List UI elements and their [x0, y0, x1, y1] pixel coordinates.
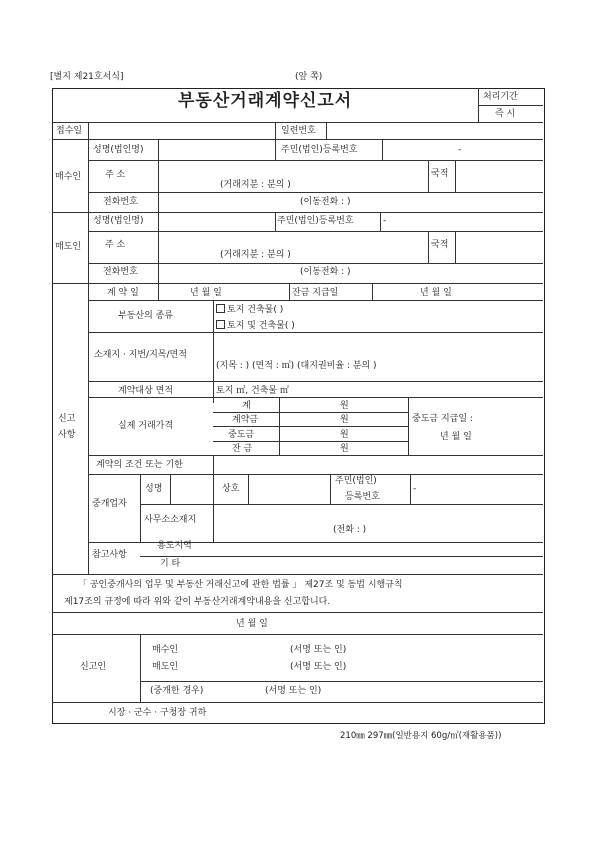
buyer-address-label: 주 소: [105, 170, 126, 180]
price-deposit-unit: 원: [340, 415, 349, 425]
declarant-agent-case: (중개한 경우): [150, 686, 204, 696]
report-section-label-2: 사항: [58, 430, 76, 440]
other-label: 기 타: [160, 559, 181, 569]
declaration-line-2: 제17조의 규정에 따라 위와 같이 부동산거래계약내용을 신고합니다.: [64, 597, 331, 607]
contract-area-value: 토지 ㎡, 건축물 ㎡: [216, 386, 289, 396]
form-id: [별지 제21호서식]: [50, 72, 124, 82]
buyer-nationality-label: 국적: [431, 169, 449, 179]
declarant-buyer-signature[interactable]: (서명 또는 인): [290, 645, 347, 655]
agent-office-address-label: 사무소소재지: [144, 515, 197, 525]
contract-date-label: 계 약 일: [107, 288, 139, 298]
agent-phone: (전화 : ): [333, 525, 367, 535]
price-total-label: 계: [242, 401, 251, 411]
seller-address-label: 주 소: [105, 240, 126, 250]
agent-name-label: 성명: [145, 484, 163, 494]
buyer-phone-label: 전화번호: [103, 197, 138, 207]
seller-section-label: 매도인: [55, 242, 82, 252]
seller-id-label: 주민(법인)등록번호: [277, 216, 354, 226]
price-interim-unit: 원: [340, 430, 349, 440]
declarant-agent-signature[interactable]: (서명 또는 인): [265, 686, 322, 696]
location-details: (지목 : ) (면적 : ㎡) (대지권비율 : 분의 ): [216, 361, 377, 371]
contract-conditions-label: 계약의 조건 또는 기한: [96, 460, 183, 470]
declarant-buyer: 매수인: [152, 645, 179, 655]
buyer-address-share: (거래지분 : 분의 ): [220, 180, 291, 190]
seller-address-share: (거래지분 : 분의 ): [220, 250, 291, 260]
seller-id-dash: -: [383, 216, 387, 226]
agent-trade-name-label: 상호: [222, 484, 240, 494]
agent-id-label-1: 주민(법인): [335, 476, 377, 486]
agent-label: 중개업자: [92, 499, 127, 509]
seller-nationality-label: 국적: [431, 240, 449, 250]
reception-date-label: 접수일: [56, 126, 83, 136]
page-side: (앞 쪽): [295, 72, 323, 82]
interim-payment-date-value: 년 월 일: [440, 432, 472, 442]
buyer-id-dash: -: [458, 145, 462, 155]
form-title: 부동산거래계약신고서: [178, 91, 353, 111]
declarant-label: 신고인: [80, 662, 107, 672]
price-balance-label: 잔 금: [232, 444, 253, 454]
zoning-label: 용도지역: [157, 541, 192, 551]
price-total-unit: 원: [340, 401, 349, 411]
property-option-land-building[interactable]: 토지 건축물( ): [216, 304, 283, 316]
paper-spec: 210㎜ 297㎜(일반용지 60g/㎡(재활용품)): [340, 731, 502, 741]
buyer-mobile: (이동전화 : ): [300, 197, 351, 207]
property-type-label: 부동산의 종류: [118, 311, 174, 321]
checkbox-icon[interactable]: [216, 304, 225, 313]
declarant-seller: 매도인: [152, 662, 179, 672]
buyer-id-label: 주민(법인)등록번호: [281, 145, 358, 155]
buyer-section-label: 매수인: [55, 172, 82, 182]
processing-period-value: 즉 시: [495, 109, 516, 119]
serial-number-label: 일련번호: [281, 126, 316, 136]
price-deposit-label: 계약금: [232, 415, 259, 425]
seller-name-label: 성명(법인명): [93, 216, 144, 226]
contract-area-label: 계약대상 면적: [118, 386, 174, 396]
declarant-seller-signature[interactable]: (서명 또는 인): [290, 662, 347, 672]
location-label: 소재지 · 지번/지목/면적: [94, 350, 187, 360]
processing-period-label: 처리기간: [483, 92, 518, 102]
reference-label: 참고사항: [92, 550, 127, 560]
recipient: 시장 · 군수 · 구청장 귀하: [108, 708, 207, 718]
agent-id-dash: -: [413, 484, 417, 494]
declaration-line-1: 「 공인중개사의 업무 및 부동산 거래신고에 관한 법률 」 제27조 및 동법 시행규칙: [78, 580, 403, 590]
seller-mobile: (이동전화 : ): [300, 267, 351, 277]
price-interim-label: 중도금: [228, 430, 255, 440]
form-frame: [52, 88, 545, 724]
price-balance-unit: 원: [340, 444, 349, 454]
actual-price-label: 실제 거래가격: [118, 421, 174, 431]
seller-phone-label: 전화번호: [103, 267, 138, 277]
contract-date-value: 년 월 일: [190, 288, 222, 298]
balance-date-label: 잔금 지급일: [292, 288, 339, 298]
buyer-name-label: 성명(법인명): [93, 145, 144, 155]
agent-id-label-2: 등록번호: [345, 492, 380, 502]
balance-date-value: 년 월 일: [420, 288, 452, 298]
property-option-both[interactable]: 토지 및 건축물( ): [216, 320, 295, 332]
report-section-label-1: 신고: [58, 414, 76, 424]
interim-payment-date-label: 중도금 지급일 :: [412, 414, 473, 424]
declaration-date: 년 월 일: [236, 619, 268, 629]
checkbox-icon[interactable]: [216, 320, 225, 329]
